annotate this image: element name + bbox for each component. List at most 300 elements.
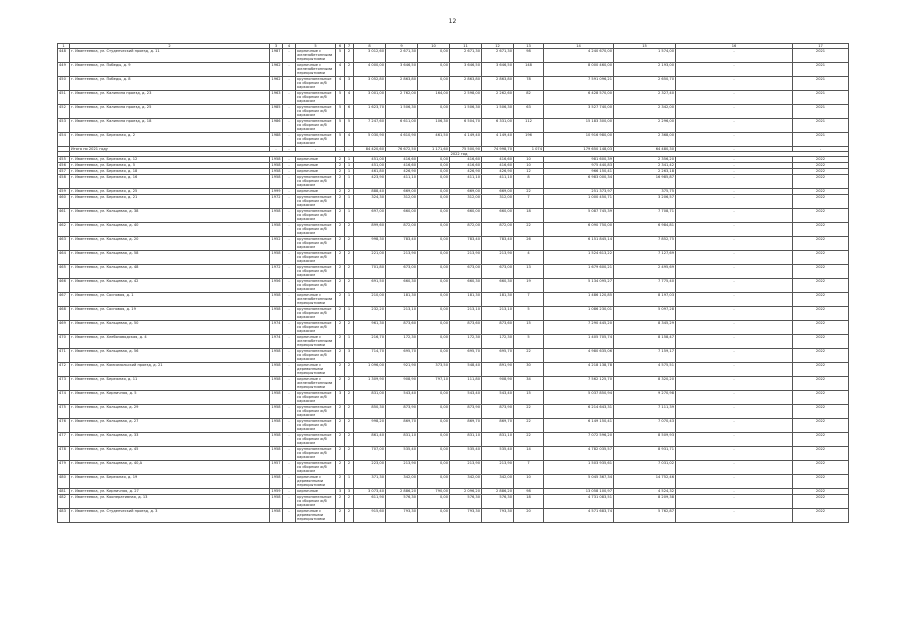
row-number: 452 — [58, 105, 70, 119]
cost: 1 503 935,61 — [544, 461, 614, 475]
unit-cost: 4 524,32 — [614, 489, 676, 495]
build-year: 1985 — [270, 105, 283, 119]
floors: 5 — [336, 91, 345, 105]
floors: 2 — [336, 509, 345, 523]
column-number-1: 1 — [58, 44, 70, 49]
build-year: 1952 — [270, 237, 283, 251]
total-area: 232,20 — [354, 307, 386, 321]
wall-material: крупнопанельные со сборным ж/б каркасом — [296, 223, 336, 237]
col-16: - — [676, 175, 793, 189]
table-row — [58, 223, 849, 237]
wall-material: крупнопанельные со сборным ж/б каркасом — [296, 447, 336, 461]
non-living-area: 4 149,40 — [450, 133, 482, 147]
table-row — [58, 321, 849, 335]
non-living-area: 669,00 — [450, 189, 482, 195]
total-area: 4 000,00 — [354, 63, 386, 77]
floors: 2 — [336, 169, 345, 175]
unit-cost: 2 495,69 — [614, 265, 676, 279]
residents: 7 — [514, 293, 544, 307]
wall-material: крупнопанельные со сборным ж/б каркасом — [296, 105, 336, 119]
non-living-area: 695,70 — [450, 349, 482, 363]
address: г. Ивантеевка, ул. Кольцевая, д. 38 — [70, 209, 270, 223]
unit-cost: 2 342,00 — [614, 105, 676, 119]
planned-year: 2022 — [793, 195, 849, 209]
residents: 22 — [514, 223, 544, 237]
cost: 4 731 083,51 — [544, 495, 614, 509]
total-area: 915,60 — [354, 509, 386, 523]
owned-area: 660,00 — [482, 209, 514, 223]
non-living-area: 873,60 — [450, 321, 482, 335]
planned-year: 2022 — [793, 461, 849, 475]
premises-area: 416,60 — [386, 157, 418, 163]
planned-year: 2022 — [793, 223, 849, 237]
residents: 5 — [514, 307, 544, 321]
premises-area: 576,30 — [386, 495, 418, 509]
address: г. Ивантеевка, ул. Кольцевая, д. 58 — [70, 251, 270, 265]
non-living-area: 548,40 — [450, 363, 482, 377]
premises-area: 660,00 — [386, 209, 418, 223]
total-owned-area: 74 998,70 — [482, 147, 514, 152]
col-4: - — [283, 77, 296, 91]
cost: 1 524 613,22 — [544, 251, 614, 265]
non-living-area: 411,10 — [450, 175, 482, 189]
living-area: 0,00 — [418, 63, 450, 77]
owned-area: 695,70 — [482, 349, 514, 363]
owned-area: 869,70 — [482, 419, 514, 433]
living-area: 0,00 — [418, 335, 450, 349]
col-16: - — [676, 223, 793, 237]
planned-year: 2022 — [793, 209, 849, 223]
wall-material: кирпичные с деревянными перекрытиями — [296, 509, 336, 523]
build-year: 1958 — [270, 363, 283, 377]
col-16: - — [676, 363, 793, 377]
residents: 22 — [514, 433, 544, 447]
col-16: - — [676, 63, 793, 77]
owned-area: 793,30 — [482, 509, 514, 523]
row-number: 471 — [58, 349, 70, 363]
address: г. Ивантеевка, ул. Кольцевая, д. 50 — [70, 321, 270, 335]
owned-area: 908,90 — [482, 377, 514, 391]
column-number-5: 5 — [296, 44, 336, 49]
table-row — [58, 49, 849, 63]
entrances: 1 — [345, 163, 354, 169]
column-number-13: 13 — [514, 44, 544, 49]
planned-year: 2022 — [793, 237, 849, 251]
wall-material: крупнопанельные со сборным ж/б каркасом — [296, 321, 336, 335]
owned-area: 660,30 — [482, 279, 514, 293]
row-number: 461 — [58, 209, 70, 223]
premises-area: 416,60 — [386, 163, 418, 169]
non-living-area: 793,30 — [450, 509, 482, 523]
row-number: 462 — [58, 223, 70, 237]
row-number: 456 — [58, 163, 70, 169]
table-row — [58, 461, 849, 475]
col-16: - — [676, 489, 793, 495]
total-area: 691,50 — [354, 279, 386, 293]
living-area: 0,00 — [418, 447, 450, 461]
non-living-area: 213,90 — [450, 461, 482, 475]
non-living-area: 872,00 — [450, 223, 482, 237]
housing-table — [57, 43, 849, 523]
floors: 2 — [336, 237, 345, 251]
owned-area: 181,30 — [482, 293, 514, 307]
residents: 10 — [514, 163, 544, 169]
col-4: - — [283, 489, 296, 495]
table-row — [58, 419, 849, 433]
row-number: 481 — [58, 489, 70, 495]
living-area: 797,10 — [418, 377, 450, 391]
entrances: 2 — [345, 461, 354, 475]
unit-cost: 8 158,47 — [614, 335, 676, 349]
floors: 2 — [336, 447, 345, 461]
cost: 5 134 095,27 — [544, 279, 614, 293]
cost: 4 782 035,57 — [544, 447, 614, 461]
row-number: 450 — [58, 77, 70, 91]
address: г. Ивантеевка, ул. Калинина проезд, д. 25 — [70, 105, 270, 119]
living-area: 0,00 — [418, 495, 450, 509]
non-living-area: 2 863,80 — [450, 77, 482, 91]
address: г. Ивантеевка, ул. Кольцевая, д. 48 — [70, 265, 270, 279]
unit-cost: 7 111,39 — [614, 405, 676, 419]
address: г. Ивантеевка, ул. Студенческий проезд, д. 3 — [70, 509, 270, 523]
planned-year: 2022 — [793, 509, 849, 523]
planned-year: 2022 — [793, 349, 849, 363]
residents: 18 — [514, 495, 544, 509]
address: г. Ивантеевка, ул. Победы, д. 9 — [70, 63, 270, 77]
col-16: - — [676, 433, 793, 447]
non-living-area: 3 646,50 — [450, 63, 482, 77]
non-living-area: 869,70 — [450, 419, 482, 433]
total-area: 697,00 — [354, 209, 386, 223]
entrances: 4 — [345, 91, 354, 105]
total-area: 899,60 — [354, 223, 386, 237]
row-number: 458 — [58, 175, 70, 189]
row-number: 478 — [58, 447, 70, 461]
owned-area: 416,60 — [482, 157, 514, 163]
planned-year: 2022 — [793, 251, 849, 265]
residents: 22 — [514, 349, 544, 363]
entrances: 2 — [345, 433, 354, 447]
cost: 6 214 643,31 — [544, 405, 614, 419]
build-year: 1958 — [270, 447, 283, 461]
total-area: 1 623,70 — [354, 105, 386, 119]
residents: 8 — [514, 175, 544, 189]
cost: 1 405 705,74 — [544, 335, 614, 349]
wall-material: кирпичные — [296, 489, 336, 495]
premises-area: 1 506,30 — [386, 105, 418, 119]
owned-area: 576,30 — [482, 495, 514, 509]
build-year: 1958 — [270, 251, 283, 265]
cost: 251 373,97 — [544, 189, 614, 195]
col-16: - — [676, 77, 793, 91]
cost: 7 591 096,21 — [544, 77, 614, 91]
entrances: 1 — [345, 293, 354, 307]
col-4: - — [283, 377, 296, 391]
living-area: 0,00 — [418, 195, 450, 209]
unit-cost: 7 708,71 — [614, 209, 676, 223]
row-number: 474 — [58, 391, 70, 405]
row-number: 468 — [58, 307, 70, 321]
address: г. Ивантеевка, ул. Кольцевая, д. 42 — [70, 279, 270, 293]
col-4: - — [283, 293, 296, 307]
entrances: 2 — [345, 63, 354, 77]
planned-year: 2022 — [793, 163, 849, 169]
unit-cost: 7 127,69 — [614, 251, 676, 265]
wall-material: крупнопанельные со сборным ж/б каркасом — [296, 433, 336, 447]
planned-year: 2022 — [793, 391, 849, 405]
col-4: - — [283, 461, 296, 475]
table-row — [58, 447, 849, 461]
entrances: 2 — [345, 377, 354, 391]
living-area: 0,00 — [418, 475, 450, 489]
table-row — [58, 265, 849, 279]
total-area: 221,00 — [354, 251, 386, 265]
build-year: 1958 — [271, 169, 281, 173]
cost: 4 218 138,78 — [544, 363, 614, 377]
floors: 4 — [336, 63, 345, 77]
non-living-area: 416,60 — [450, 157, 482, 163]
owned-area: 4 149,40 — [482, 133, 514, 147]
premises-area: 669,00 — [386, 189, 418, 195]
unit-cost: 2 296,00 — [614, 119, 676, 133]
address: г. Ивантеевка, ул. Комсомольский проезд, д. 21 — [70, 363, 270, 377]
build-year: 1958 — [271, 163, 281, 167]
residents: 82 — [514, 91, 544, 105]
total-area: 461,80 — [354, 169, 386, 175]
non-living-area: 576,30 — [450, 495, 482, 509]
non-living-area: 213,10 — [450, 307, 482, 321]
row-number: 466 — [58, 279, 70, 293]
cost: 6 151 845,14 — [544, 237, 614, 251]
col-16: - — [676, 169, 793, 175]
address: г. Ивантеевка, ул. Бережная, д. 11 — [70, 377, 270, 391]
column-number-4: 4 — [283, 44, 296, 49]
table-row — [58, 77, 849, 91]
col-16: - — [676, 509, 793, 523]
planned-year: 2021 — [793, 133, 849, 147]
total-area: 7 247,60 — [354, 119, 386, 133]
premises-area: 181,30 — [386, 293, 418, 307]
unit-cost: 2 356,20 — [614, 157, 676, 163]
row-number: 463 — [58, 237, 70, 251]
build-year: 1957 — [270, 461, 283, 475]
living-area: 0,00 — [418, 169, 450, 175]
cost: 4 240 670,00 — [544, 49, 614, 63]
col-16: - — [676, 405, 793, 419]
non-living-area: 873,90 — [450, 405, 482, 419]
col-16: - — [676, 475, 793, 489]
build-year: 1963 — [270, 91, 283, 105]
wall-material: крупнопанельные со сборным ж/б каркасом — [296, 419, 336, 433]
unit-cost: 4 575,51 — [614, 363, 676, 377]
col-16: - — [676, 195, 793, 209]
col-16: - — [676, 335, 793, 349]
planned-year: 2021 — [793, 105, 849, 119]
column-number-11: 11 — [450, 44, 482, 49]
living-area: 0,00 — [418, 175, 450, 189]
col-4: - — [283, 495, 296, 509]
row-number: 470 — [58, 335, 70, 349]
total-area: 223,00 — [354, 461, 386, 475]
residents: 18 — [514, 209, 544, 223]
table-row — [58, 391, 849, 405]
planned-year: 2022 — [793, 405, 849, 419]
column-number-14: 14 — [544, 44, 614, 49]
total-entrances: - — [345, 147, 354, 152]
wall-material: крупнопанельные со сборным ж/б каркасом — [296, 391, 336, 405]
non-living-area: 181,30 — [450, 293, 482, 307]
planned-year: 2022 — [793, 175, 849, 189]
address: г. Ивантеевка, ул. Победы, д. 8 — [70, 77, 270, 91]
table-row — [58, 509, 849, 523]
premises-area: 869,70 — [386, 419, 418, 433]
unit-cost: 6 984,81 — [614, 223, 676, 237]
row-number: 449 — [58, 63, 70, 77]
row-number: 451 — [58, 91, 70, 105]
owned-area: 2 886,20 — [482, 489, 514, 495]
wall-material: крупнопанельные со сборным ж/б каркасом — [296, 279, 336, 293]
address: г. Ивантеевка, ул. Кольцевая, д. 29 — [70, 405, 270, 419]
owned-area: 873,90 — [482, 405, 514, 419]
non-living-area: 426,90 — [450, 169, 482, 175]
cost: 975 440,83 — [544, 163, 614, 169]
table-row — [58, 91, 849, 105]
unit-cost: 5 097,28 — [614, 307, 676, 321]
col-16: - — [676, 419, 793, 433]
living-area: 164,00 — [418, 91, 450, 105]
owned-area: 426,90 — [482, 169, 514, 175]
owned-area: 2 262,60 — [482, 91, 514, 105]
entrances: 2 — [345, 321, 354, 335]
build-year: 1958 — [270, 475, 283, 489]
owned-area: 312,00 — [482, 195, 514, 209]
residents: 78 — [514, 77, 544, 91]
table-row — [58, 349, 849, 363]
col-4: - — [283, 237, 296, 251]
owned-area: 2 863,80 — [482, 77, 514, 91]
total-area: 451,00 — [354, 163, 386, 169]
build-year: 1962 — [270, 63, 283, 77]
entrances: 1 — [345, 209, 354, 223]
total-area: 3 001,00 — [354, 91, 386, 105]
total-area: 888,40 — [354, 189, 386, 195]
owned-area: 543,40 — [482, 391, 514, 405]
address: г. Ивантеевка, ул. Хлебозаводская, д. 4 — [70, 335, 270, 349]
entrances: 1 — [345, 335, 354, 349]
address: г. Ивантеевка, ул. Бережная, д. 19 — [70, 475, 270, 489]
premises-area: 873,90 — [386, 405, 418, 419]
col-16: - — [676, 447, 793, 461]
owned-area: 669,00 — [482, 189, 514, 195]
col-16: - — [676, 163, 793, 169]
wall-material: крупнопанельные со сборным ж/б каркасом — [296, 195, 336, 209]
table-row — [58, 63, 849, 77]
planned-year: 2021 — [793, 77, 849, 91]
total-area: 998,30 — [354, 237, 386, 251]
column-number-15: 15 — [614, 44, 676, 49]
table-row — [58, 377, 849, 391]
living-area: 0,00 — [418, 189, 450, 195]
row-number: 465 — [58, 265, 70, 279]
row-number: 457 — [58, 169, 70, 175]
address: г. Ивантеевка, ул. Бережная, д. 2 — [70, 133, 270, 147]
living-area: 0,00 — [418, 349, 450, 363]
address: г. Ивантеевка, ул. Бережная, д. 25 — [70, 189, 270, 195]
planned-year: 2022 — [793, 279, 849, 293]
table-row — [58, 335, 849, 349]
cost: 5 045 367,34 — [544, 475, 614, 489]
table-row — [58, 209, 849, 223]
column-number-7: 7 — [345, 44, 354, 49]
total-floors: - — [336, 147, 345, 152]
wall-material: крупнопанельные со сборным ж/б каркасом — [296, 175, 336, 189]
planned-year: 2021 — [793, 119, 849, 133]
cost: 3 527 740,00 — [544, 105, 614, 119]
unit-cost: 8 320,20 — [614, 377, 676, 391]
planned-year: 2022 — [793, 293, 849, 307]
build-year: 1958 — [270, 175, 283, 189]
col-16: - — [676, 119, 793, 133]
total-build-year: - — [270, 147, 283, 152]
owned-area: 6 331,00 — [482, 119, 514, 133]
col-4: - — [283, 307, 296, 321]
floors: 2 — [336, 363, 345, 377]
entrances: 3 — [345, 489, 354, 495]
floors: 2 — [336, 405, 345, 419]
premises-area: 213,90 — [386, 461, 418, 475]
table-row — [58, 293, 849, 307]
entrances: 1 — [345, 169, 354, 175]
cost: 966 150,41 — [544, 169, 614, 175]
col-4: - — [283, 391, 296, 405]
unit-cost: 16 985,87 — [614, 175, 676, 189]
owned-area: 831,10 — [482, 433, 514, 447]
living-area: 0,00 — [418, 49, 450, 63]
total-label: Итого по 2021 году — [70, 147, 270, 152]
residents: 98 — [514, 489, 544, 495]
premises-area: 411,10 — [386, 175, 418, 189]
residents: 7 — [514, 195, 544, 209]
row-number: 483 — [58, 509, 70, 523]
floors: 2 — [336, 189, 345, 195]
wall-material: крупнопанельные со сборным ж/б каркасом — [296, 237, 336, 251]
planned-year: 2022 — [793, 335, 849, 349]
residents: 14 — [514, 447, 544, 461]
build-year: 1972 — [270, 265, 283, 279]
non-living-area: 1 506,30 — [450, 105, 482, 119]
residents: 22 — [514, 189, 544, 195]
col-4: - — [283, 349, 296, 363]
unit-cost: 375,75 — [614, 189, 676, 195]
col-4: - — [283, 265, 296, 279]
unit-cost: 14 752,46 — [614, 475, 676, 489]
page-number: 12 — [448, 18, 457, 25]
wall-material: крупнопанельные со сборным ж/б каркасом — [296, 265, 336, 279]
premises-area: 213,90 — [386, 251, 418, 265]
non-living-area: 312,00 — [450, 195, 482, 209]
floors: 2 — [336, 175, 345, 189]
living-area: 0,00 — [418, 509, 450, 523]
floors: 2 — [336, 349, 345, 363]
address: г. Ивантеевка, ул. Кольцевая, д. 45 — [70, 447, 270, 461]
living-area: 0,00 — [418, 157, 450, 163]
premises-area: 793,30 — [386, 509, 418, 523]
non-living-area: 660,30 — [450, 279, 482, 293]
non-living-area: 6 504,70 — [450, 119, 482, 133]
cost: 7 290 445,20 — [544, 321, 614, 335]
total-area: 451,00 — [354, 157, 386, 163]
build-year: 1958 — [270, 293, 283, 307]
